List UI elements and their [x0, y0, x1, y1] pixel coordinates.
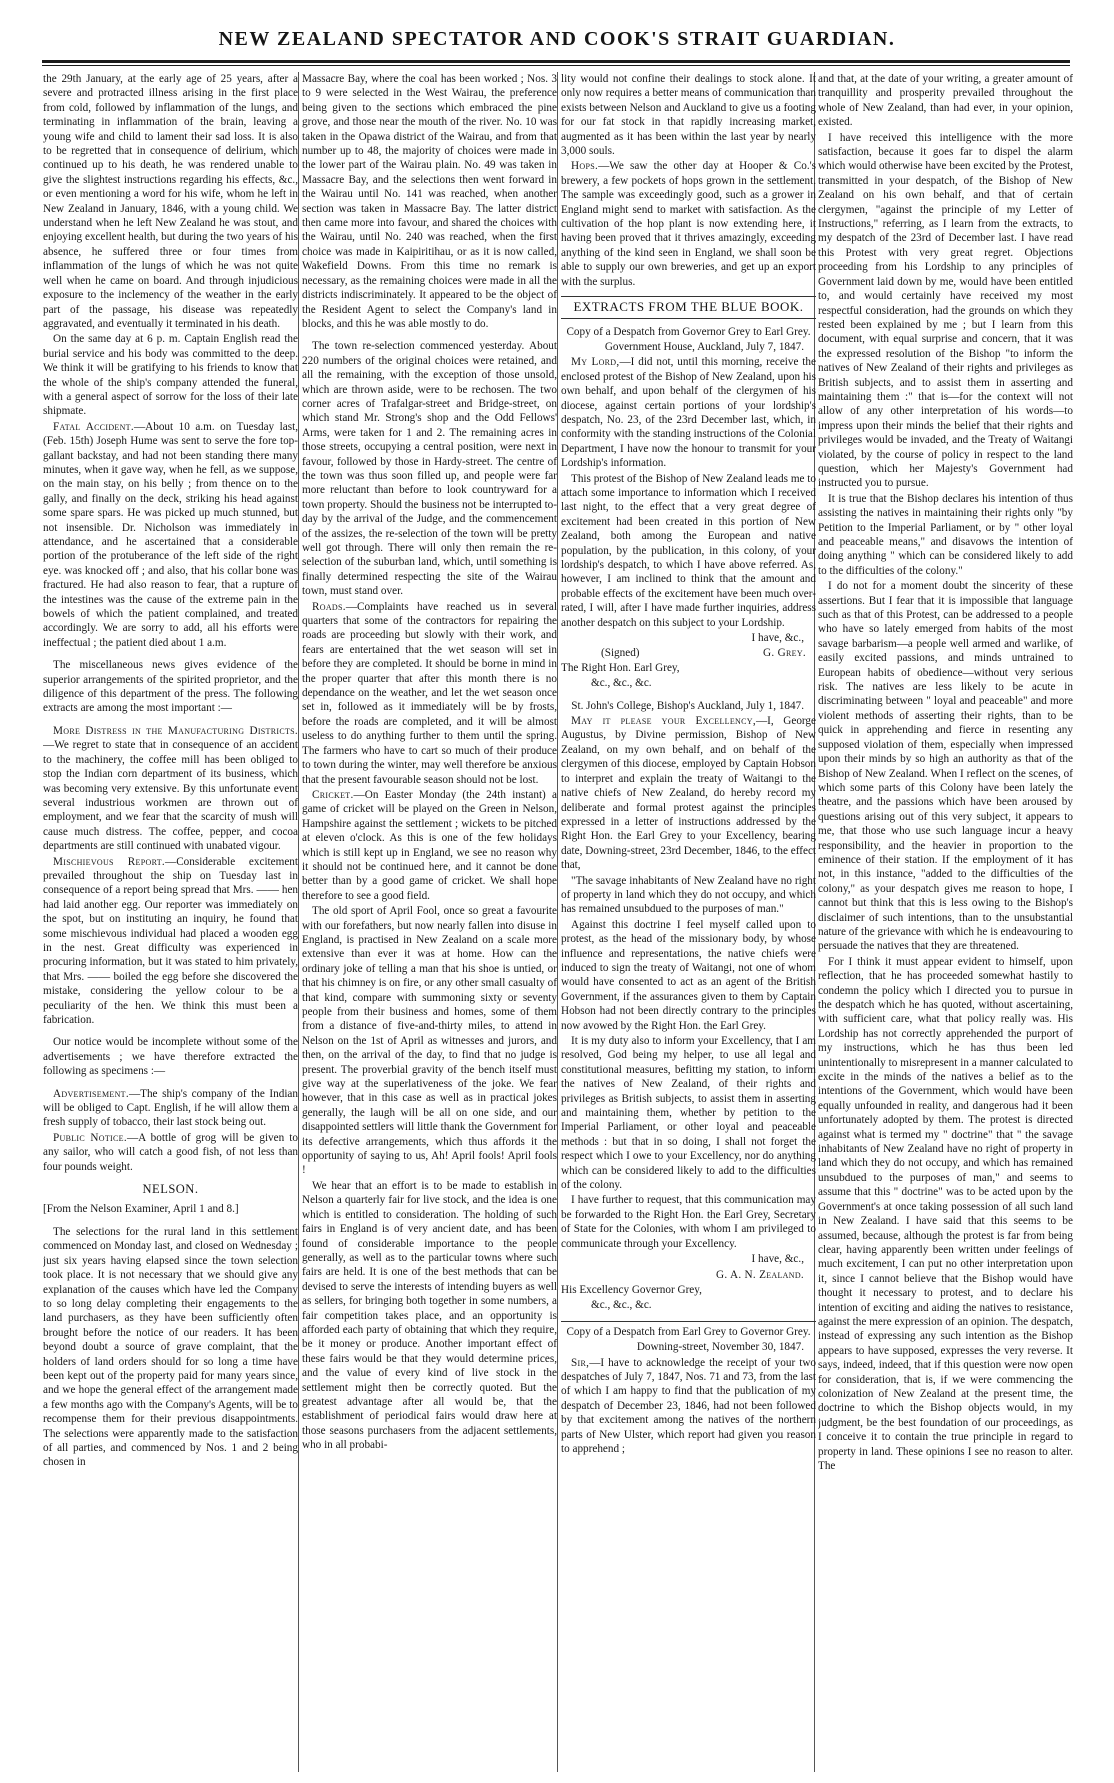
addressee-etc: &c., &c., &c. [591, 677, 652, 690]
article-lead: Hops. [571, 160, 599, 173]
selection-paragraph: Massacre Bay, where the coal has been worked ; Nos. 3 to 9 were selected in the West Wairau, the preference being given to the sections which embraced the pine grove, and those near the mouth of the river. No. 10 was taken in the Opawa district of the Wairau, and from that number up to 48, the majority of choices were made in the lower part of the Wairau plain. No. 49 was taken in Massacre Bay, and the selections then went forward in the Wairau until No. 141 was reached, when another section was taken in Massacre Bay. The latter district then came more into favour, and shared the choices with the Wairau, until No. 240 was reached, when the first choice was made in Kaipiritihau, or as it is now called, Wakefield Downs. From this time no remark is necessary, as the remaining choices were made in all the districts indiscriminately. It appeared to be the object of the Resident Agent to select the Company's land in blocks, and this he was able mostly to do. [302, 73, 557, 330]
article-text: —A bottle of grog will be given to any sailor, who will catch a good fish, of not less than four pounds weight. [43, 1131, 298, 1173]
nelson-paragraph: The selections for the rural land in this settlement commenced on Monday last, and closed on Wednesday ; just six years having elapsed since the town selection took place. It is not necessary that we should give any explanation of the causes which have led the Company to so long delay completing their engagements to the land purchasers, as they have been sufficiently often brought before the notice of our readers. It has been beyond doubt a source of grave complaint, that the holders of land orders should for so long a time have been kept out of the property paid for many years since, and we hope the general effect of the arrangement made a few months ago with the Company's Agents, will be to recompense them for their previous disappointments. The selections were apparently made to the satisfaction of all parties, and commenced by Nos. 1 and 2 being chosen in [43, 1225, 298, 1469]
despatch-text: —I did not, until this morning, receive the enclosed protest of the Bishop of New Zealand, upon his own behalf, and upon behalf of the clergymen of his diocese, against certain portions of your lordship's despatch, No. 23, of the 23rd December last, which, in conformity with the standing instructions of the Colonial Department, I have now the honour to transmit for your Lordship's information. [561, 356, 816, 470]
protest-quote: "The savage inhabitants of New Zealand have no right of property in land which they do not occupy, and which has remained unsubdued to the purposes of man." [561, 874, 816, 916]
april-fool-paragraph: The old sport of April Fool, once so great a favourite with our forefathers, but now nearly fallen into disuse in England, is practised in New Zealand on a scale more extensive than ever it was at home. How can the ordinary joke of telling a man that his shoe is untied, or that his chimney is on fire, or any other small casualty of that kind, compare with summoning sixty or seventy people from their business and homes, some of them from a distance of five-and-thirty miles, to attend in Nelson on the 1st of April as witnesses and jurors, and then, on the arrival of the day, to find that no judge is present. The proverbial gravity of the bench itself must give way at the superlativeness of the joke. We fear however, that in this case as well as in practical jokes generally, the laugh will be all on one side, and our disappointed settlers will little thank the Government for its defective arrangements, which thus affords it the opportunity of saying to us, Ah! April fools! April fools ! [302, 905, 557, 1177]
despatch-paragraph: and that, at the date of your writing, a greater amount of tranquillity and prosperity prevailed throughout the whole of New Zealand, than had ever, in your opinion, existed. [818, 73, 1073, 129]
cricket-article [302, 788, 557, 903]
article-lead: Public Notice. [53, 1131, 127, 1144]
fatal-accident-article [43, 420, 298, 651]
despatch-paragraph [561, 355, 816, 470]
despatch-title: Copy of a Despatch from Governor Grey to Earl Grey. [566, 325, 811, 338]
column-divider [557, 72, 558, 1772]
article-lead: Roads. [312, 600, 346, 613]
despatch-title: Copy of a Despatch from Earl Grey to Governor Grey. [561, 1321, 816, 1339]
despatch-paragraph [561, 1356, 816, 1457]
stock-paragraph: lity would not confine their dealings to stock alone. It only now requires a better means of communication than exists between Nelson and Auckland to give us a footing for our fat stock in that rapidly increasing market, augmented as it has been within the last year by nearly 3,000 souls. [561, 73, 816, 158]
fair-paragraph: We hear that an effort is to be made to establish in Nelson a quarterly fair for live stock, and the idea is one which is entitled to consideration. The holding of such fairs in England is of very ancient date, and has been found of considerable importance to the people generally, as well as to the particular towns where such fairs are held. It is one of the best methods that can be devised to serve the interests of intending buyers as well as sellers, for bringing both together in some numbers, a fair competition takes place, and an opportunity is afforded each party of obtaining that which they require, be it money or produce. Another important effect of these fairs would be that they would determine prices, and the value of every kind of live stock in the settlement might then be correctly quoted. But the greatest advantage after all would be, that the establishment of periodical fairs would draw here at those seasons purchasers from the adjacent settlements, who in all probabi- [302, 1179, 557, 1452]
article-text: —The ship's company of the Indian will be obliged to Capt. English, if he will allow them a fresh supply of tobacco, their last stock being out. [43, 1087, 298, 1129]
column-divider [298, 72, 299, 1772]
column-1 [43, 72, 298, 1772]
obituary-paragraph: the 29th January, at the early age of 25 years, after a severe and protracted illness arising in the first place from cold, followed by inflammation of the lungs, and terminating in inflammation of the brain, leaving a young wife and child to lament their sad loss. It is also to be regretted that in consequence of delirium, which continued up to his death, he was rendered unable to give the slightest instructions regarding his effects, &c., or even mentioning a word for his wife, whom he left in New Zealand in January, 1846, with a young child. We understand when he left New Zealand he was stout, and enjoying excellent health, but during the two years of his absence, he suffered three or four times from inflammation of the lungs of which he was not quite well when he came on board. And through injudicious exposure to the inclemency of the weather in the early part of the passage, his disease was repeatedly aggravated, and eventually it terminated in his death. [43, 73, 298, 330]
public-notice-article [43, 1131, 298, 1174]
extracts-heading: EXTRACTS FROM THE BLUE BOOK. [561, 296, 816, 318]
masthead-rule-thin [42, 65, 1070, 66]
salutation: Sir, [571, 1356, 590, 1369]
addressee-etc: &c., &c., &c. [591, 1299, 652, 1312]
article-lead: Mischievous Report. [53, 855, 166, 868]
despatch-paragraph: For I think it must appear evident to himself, upon reflection, that he has proceeded somewhat hastily to condemn the policy which I directed you to pursue in the despatch which he has quoted, without ascertaining, with sufficient care, what that policy really was. His Lordship has not correctly apprehended the purport of my instructions, which he has thus been led unintentionally to misrepresent in a manner calculated to excite in the minds of the natives a belief as to the intentions of the Government, which would have been equally unfounded in reality, and dangerous had it been unfortunately adopted by them. The protest is directed against what is termed my " doctrine" that " the savage inhabitants of New Zealand have no right of property in land which they do not occupy, and which has remained unsubdued to the purposes of man," and seems to assume that this " doctrine" was to be acted upon by the Government's at once taking possession of all such land in New Zealand. I have said that this seems to be assumed, because, although the protest is far from being clear, having apparently been written under feelings of much excitement, I can put no other interpretation upon it, since I cannot believe that the Bishop would have thought it necessary to protest, and to declare his intention of exciting and aiding the natives to resistance, against the mere expression of an opinion. The despatch, instead of expressing any such intention as the Bishop appears to have supposed, expresses the very reverse. It says, indeed, indeed, that if this question were now open for consideration, that is, if we were commencing the colonization of New Zealand at the present time, the doctrine to which the Bishop objects would, in my judgment, be the best foundation of our proceedings, as I conceive it to contain the true principle in regard to property in land. These opinions I see no reason to alter. The [818, 955, 1073, 1472]
masthead-rule-thick [42, 60, 1070, 63]
protest-signature: G. A. N. Zealand. [715, 1268, 804, 1281]
article-text: —Complaints have reached us in several quarters that some of the contractors for repairing the roads are proceeding but slowly with their work, and fears are entertained that the wet season will set in before they are completed. It should be borne in mind in the proper quarter that after this month there is no dependance on the weather, and let the wet season once set in, followed as it immediately will be by frosts, before the roads are completed, and it will be almost useless to do anything further to them until the spring. The farmers who have to cart so much of their produce to town during the winter, may well therefore be anxious that the present favourable season should not be lost. [302, 600, 557, 786]
despatch-paragraph: This protest of the Bishop of New Zealand leads me to attach some importance to information which I received last night, to the effect that a very great degree of excitement had been created in this portion of New Zealand, both among the European and native population, by the publication, in this colony, of your lordship's despatch, to which I have above referred. As, however, I am inclined to think that the amount and probable effects of the excitement have been much over-rated, I will, after I have made further inquiries, address another despatch on this subject to your Lordship. [561, 472, 816, 629]
column-4 [818, 72, 1073, 1772]
report-article [43, 855, 298, 1028]
column-2 [302, 72, 557, 1772]
signed-label: (Signed) [601, 647, 640, 660]
article-text: —We saw the other day at Hooper & Co.'s brewery, a few pockets of hops grown in the settlement. The sample was exceedingly good, such as a grower in England might send to market with satisfaction. As the cultivation of the hop plant is now extending here, it having been proved that it thrives amazingly, exceeding anything of the kind seen in England, we shall soon be able to supply our own breweries, and get up an export with the surplus. [561, 160, 816, 288]
despatch-paragraph: I have received this intelligence with the more satisfaction, because it goes far to dispel the alarm which would otherwise have been excited by the Protest, transmitted in your despatch, of the Bishop of New Zealand on his own behalf, and that of certain clergymen, "against the principle of my Letter of Instructions," referring, as I learn from the extracts, to my despatch of the 23rd of December last. I have read this Protest with very great regret. Objections proceeding from his Lordship to any principles of Government laid down by me, would have been entitled to, and would certainly have received my most respectful consideration, had the grounds on which they rested been explained by me ; but I learn from this document, with equal surprise and concern, that it was the expressed resolution of the Bishop "to inform the natives of New Zealand of their rights and privileges as British subjects, and to assist them in asserting and maintaining them :" that is—for the context will not allow of any other interpretation of his words—to impress upon their minds the belief that their rights and privileges would be invaded, and the Treaty of Waitangi violated, by the course of policy in respect to the land question, which her Majesty's Government had instructed you to pursue. [818, 131, 1073, 490]
misc-news-paragraph: The miscellaneous news gives evidence of the superior arrangements of the spirited proprietor, and the diligence of this department of the press. The following extracts are among the most important :— [43, 659, 298, 715]
college-place-date: St. John's College, Bishop's Auckland, July 1, 1847. [571, 699, 804, 712]
despatch-paragraph: I do not for a moment doubt the sincerity of these assertions. But I fear that it is impossible that language such as that of this Protest, can be addressed to a people who have so lately emerged from habits of the most savage barbarism—a people well armed and warlike, of easily excited passions, and minds untrained to European habits of obedience—without very serious risk. The natives are less likely to be acute in discriminating between " loyal and peaceable" and more violent methods of asserting their rights, than to be quick in apprehending and fierce in resenting any supposed violation of them, especially when impressed upon their minds by so high an authority as that of the Bishop of New Zealand. When I reflect on the scenes, of which some parts of this Colony have been lately the theatre, and the passions which have been aroused by questions arising out of this very subject, it appears to me, that those who use such language incur a heavy responsibility, and the heavier in proportion to the eminence of their station. If the employment of it has not, in this instance, "added to the difficulties of the colony," as your despatch gives me reason to hope, I cannot but think that this is less owing to the Bishop's disclaimer of such intentions, than to the unsubstantial nature of the grievance with which he is endeavouring to persuade the natives that they are threatened. [818, 580, 1073, 953]
article-text: —We regret to state that in consequence of an accident to the machinery, the coffee mill has been obliged to stop the Indian corn department of its business, which was becoming very extensive. By this unfortunate event several industrious workmen are thrown out of employment, and we fear that the scarcity of mush will cause much distress. The coffee, pepper, and cocoa departments are still continued with unabated vigour. [43, 739, 298, 853]
article-text: —About 10 a.m. on Tuesday last, (Feb. 15th) Joseph Hume was sent to serve the fore top-gallant backstay, and had not been standing there many minutes, when it gave way, when he fell, as we suppose, on the main stay, on his belly ; from thence on to the gally, and finally on the deck, striking his head against some spare spars. He was picked up much stunned, but not insensible. Dr. Nicholson was immediately in attendance, and he ascertained that a considerable portion of the protuberance of the left side of the right eye. was knocked off ; and also, that his collar bone was fractured. He had also reason to fear, that a rupture of the intestines was the cause of the extreme pain in the bowels of which the patient complained, and treated accordingly. We are sorry to add, all his efforts were ineffectual ; the patient died about 1 a.m. [43, 420, 298, 649]
article-lead: Fatal Accident. [53, 420, 134, 433]
despatch-text: —I have to acknowledge the receipt of your two despatches of July 7, 1847, Nos. 71 and 73, from the last of which I am happy to find that the publication of my despatch of December 23, 1846, had not been followed by that excitement among the natives of the northern parts of New Ulster, which report had given you reason to apprehend ; [561, 1356, 816, 1455]
hops-article [561, 159, 816, 289]
protest-paragraph: I have further to request, that this communication may be forwarded to the Right Hon. the Earl Grey, Secretary of State for the Colonies, with whom I am privileged to communicate through your Excellency. [561, 1194, 816, 1250]
addressee: The Right Hon. Earl Grey, [561, 661, 680, 674]
nelson-heading: NELSON. [142, 1182, 199, 1197]
article-lead: Advertisement. [53, 1087, 129, 1100]
notice-paragraph: Our notice would be incomplete without some of the advertisements ; we have therefore extracted the following as specimens :— [43, 1036, 298, 1078]
column-3 [561, 72, 816, 1772]
roads-article [302, 600, 557, 787]
burial-paragraph: On the same day at 6 p. m. Captain English read the burial service and his body was committed to the deep. We think it will be gratifying to his friends to know that the whole of the ship's company attended the funeral, with a general aspect of sorrow for the loss of their late shipmate. [43, 333, 298, 418]
salutation: My Lord, [571, 356, 620, 369]
despatch-place-date: Government House, Auckland, July 7, 1847. [604, 340, 804, 353]
salutation: May it please your Excellency, [571, 715, 756, 728]
article-text: —Considerable excitement prevailed throughout the ship on Tuesday last in consequence of a report being spread that Mrs. —— hen had laid another egg. Our reporter was immediately on the spot, but on instituting an inquiry, he found that some mischievous individual had placed a wooden egg in the nest. Great difficulty was experienced in procuring information, but it was stated to him privately, that Mrs. —— boiled the egg before she discovered the mistake, considering the yellow colour to be a peculiarity of the hen. We think this must been a fabrication. [43, 855, 298, 1026]
despatch-place-date: Downing-street, November 30, 1847. [636, 1341, 804, 1354]
protest-text: —I, George Augustus, by Divine permission, Bishop of New Zealand, on my own behalf, and on behalf of the clergymen of this diocese, employed by Captain Hobson to interpret and explain the treaty of Waitangi to the native chiefs of New Zealand, do hereby record my deliberate and formal protest against the principles expressed in a letter of instructions addressed by the Right Hon. the Earl Grey to your Excellency, bearing date, Downing-street, 23rd December, 1846, to the effect that, [561, 715, 816, 872]
town-reselection-paragraph: The town re-selection commenced yesterday. About 220 numbers of the original choices were retained, and all the remaining, with the exception of those unsold, which are thrown aside, were to be rechosen. The two corner acres of Trafalgar-street and Bridge-street, on which stand Mr. Strong's shop and the Odd Fellows' Arms, were taken for 1 and 2. The remaining acres in those streets, occupying a central position, were next in favour, followed by those in Hardy-street. The centre of the town was thus soon filled up, and people were far more reluctant than before to look countryward for a town property. Should the business not be interrupted to-day by the arrival of the Judge, and the commencement of the assizes, the re-selection of the town will be pretty well got through. There will only then remain the re-selection of the suburban land, which, until something is finally determined respecting the site of the Wairau town, must stand over. [302, 340, 557, 598]
nelson-source: [From the Nelson Examiner, April 1 and 8.] [43, 1203, 239, 1216]
addressee: His Excellency Governor Grey, [561, 1283, 702, 1296]
despatch-paragraph: It is true that the Bishop declares his intention of thus assisting the natives in maintaining their rights only "by Petition to the Imperial Parliament, or by " other loyal and peaceable means," and disavows the intention of doing anything " which can be considered likely to add to the difficulties of the colony." [818, 492, 1073, 577]
article-lead: More Distress in the Manufacturing Districts. [53, 724, 298, 737]
masthead: NEW ZEALAND SPECTATOR AND COOK'S STRAIT GUARDIAN. [218, 28, 896, 50]
despatch-closing: I have, &c., [751, 632, 804, 645]
protest-paragraph [561, 714, 816, 872]
signature: G. Grey. [763, 647, 806, 660]
protest-paragraph: It is my duty also to inform your Excellency, that I am resolved, God being my helper, to use all legal and constitutional measures, befitting my station, to inform the natives of New Zealand, of their rights and privileges as British subjects, to assist them in asserting and maintaining them, whether by petition to the Imperial Parliament, or other loyal and peaceable methods : but that in so doing, I shall not forget the respect which I owe to your Excellency, nor do anything which can be considered likely to add to the difficulties of the colony. [561, 1035, 816, 1192]
protest-closing: I have, &c., [751, 1253, 804, 1266]
article-lead: Cricket. [312, 788, 354, 801]
despatch-signature-row [561, 646, 816, 660]
article-text: —On Easter Monday (the 24th instant) a game of cricket will be played on the Green in Nelson, Hampshire against the settlement ; wickets to be pitched at eleven o'clock. As this is one of the few holidays which is still kept up in England, we see no reason why it should not be continued here, and it cannot be done better than by a good game of cricket. We shall hope therefore to see a good field. [302, 788, 557, 902]
distress-article [43, 724, 298, 854]
advertisement-article [43, 1087, 298, 1130]
protest-paragraph: Against this doctrine I feel myself called upon to protest, as the head of the missionary body, by whose influence and representations, the native chiefs were induced to sign the treaty of Waitangi, not one of whom would have consented to act as an agent of the British Government, if the assurances given to them by Captain Hobson had not been directly contrary to the principles now avowed by the Right Hon. the Earl Grey. [561, 918, 816, 1032]
